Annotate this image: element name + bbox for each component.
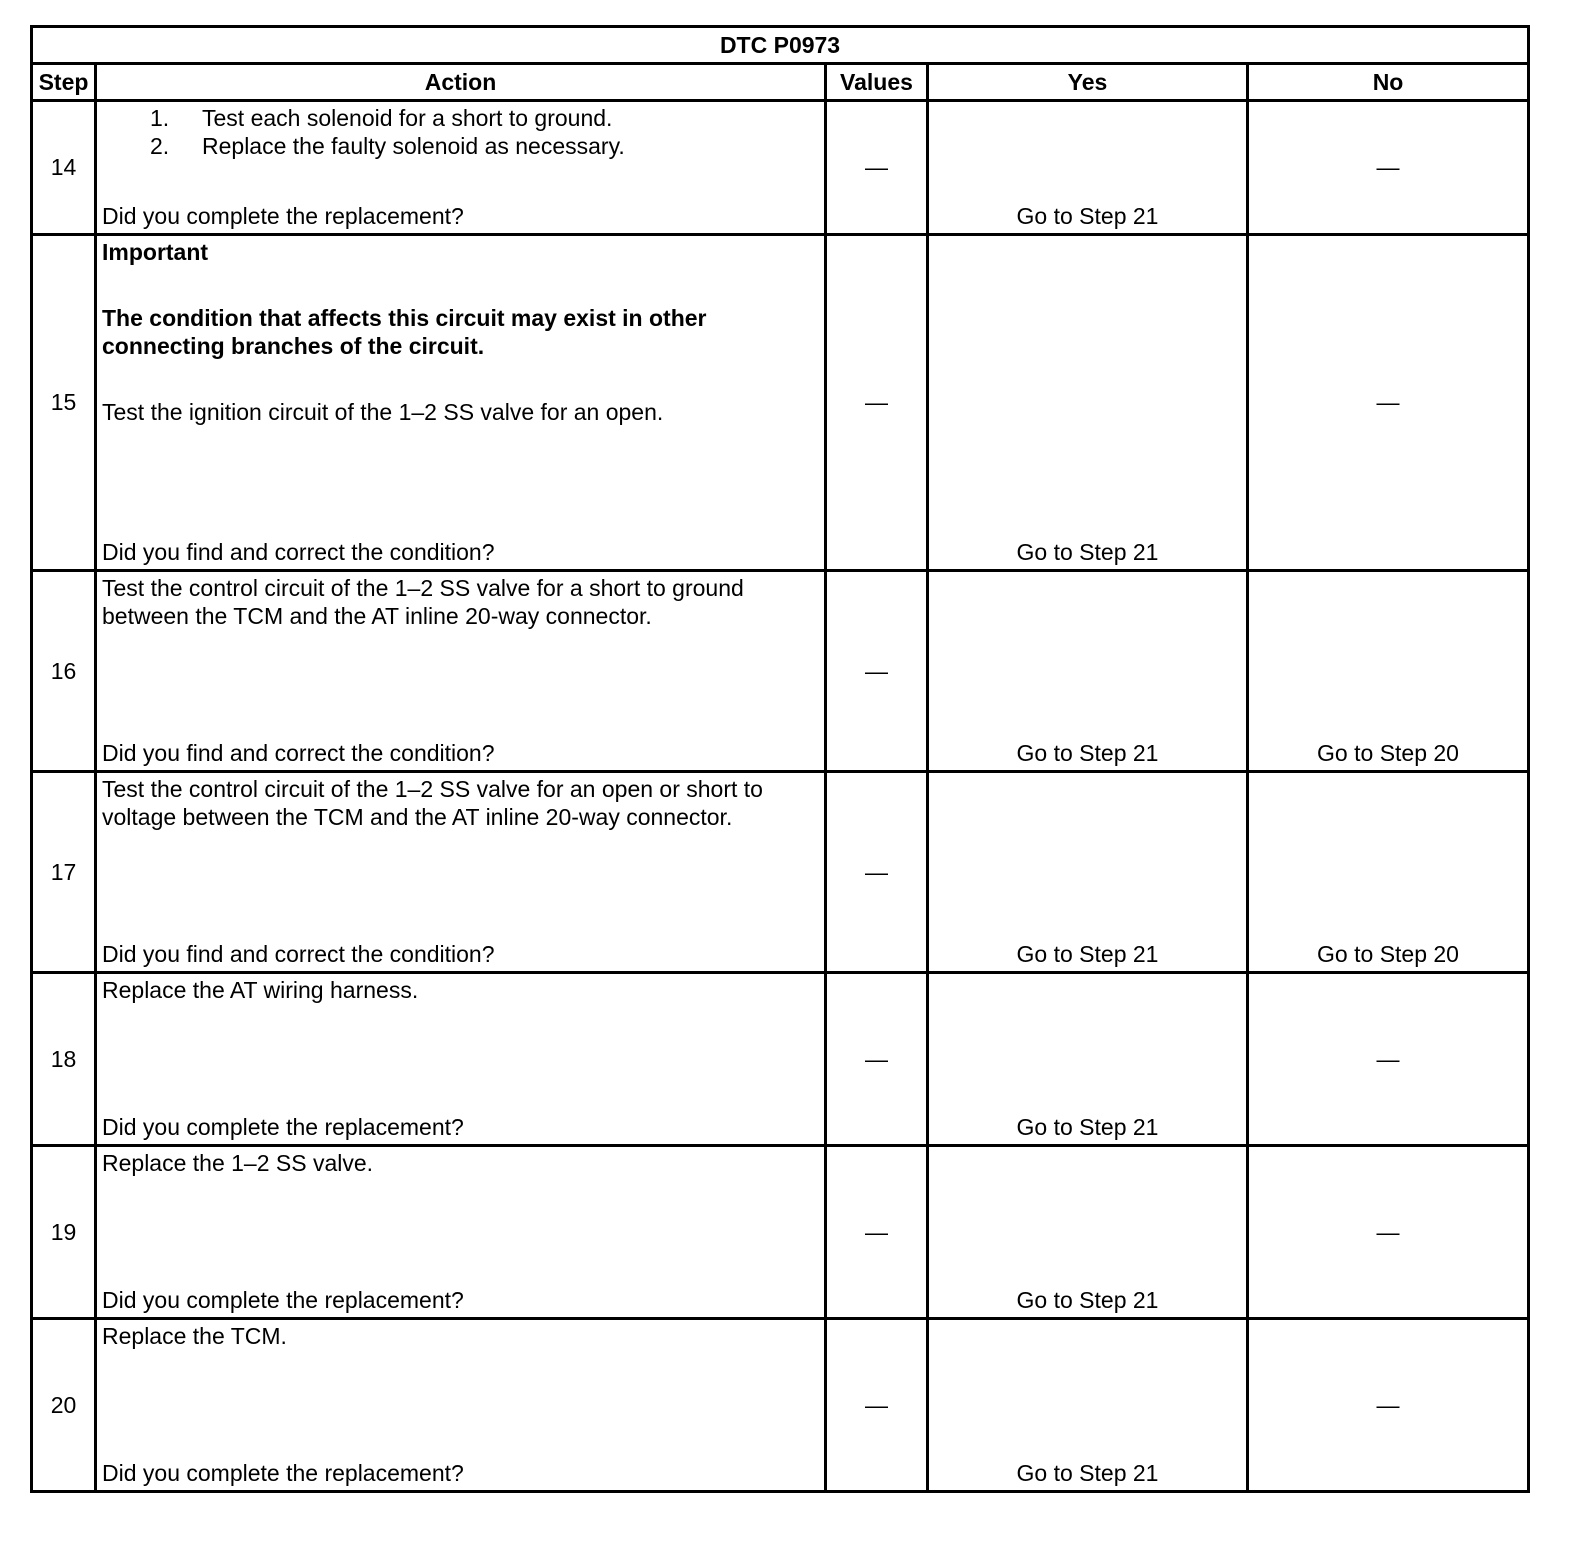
important-note: The condition that affects this circuit may exist in other connecting branches of the circuit. [102, 305, 707, 359]
yes-cell [928, 101, 1248, 235]
no-cell [1248, 772, 1529, 973]
action-list [102, 104, 820, 160]
action-text: Test the ignition circuit of the 1–2 SS valve for an open. [102, 399, 664, 425]
yes-goto: Go to Step 21 [1016, 1460, 1159, 1486]
action-cell [96, 1146, 826, 1319]
no-cell [1248, 1319, 1529, 1492]
table-row [32, 973, 1529, 1146]
action-text: Replace the TCM. [102, 1323, 287, 1349]
action-cell [96, 235, 826, 571]
header-no: No [1248, 64, 1529, 101]
values-dash: — [865, 657, 888, 684]
action-question: Did you find and correct the condition? [102, 740, 495, 766]
header-action: Action [96, 64, 826, 101]
yes-cell [928, 1146, 1248, 1319]
table-row [32, 1146, 1529, 1319]
list-item-text: Replace the faulty solenoid as necessary. [202, 133, 625, 159]
list-item [102, 104, 820, 132]
action-text: Replace the 1–2 SS valve. [102, 1150, 374, 1176]
no-goto: Go to Step 20 [1317, 740, 1459, 766]
header-row [32, 64, 1529, 101]
action-question: Did you complete the replacement? [102, 1114, 464, 1140]
values-dash: — [865, 858, 888, 885]
table-row [32, 571, 1529, 772]
no-cell [1248, 973, 1529, 1146]
yes-goto: Go to Step 21 [1016, 941, 1159, 967]
action-cell [96, 101, 826, 235]
yes-cell [928, 973, 1248, 1146]
table-row [32, 1319, 1529, 1492]
header-yes: Yes [928, 64, 1248, 101]
step-number: 19 [32, 1146, 96, 1319]
action-question: Did you find and correct the condition? [102, 539, 495, 565]
values-cell [826, 1319, 928, 1492]
values-cell [826, 772, 928, 973]
yes-goto: Go to Step 21 [1016, 1114, 1159, 1140]
yes-cell [928, 235, 1248, 571]
list-item-number: 2. [150, 133, 170, 159]
list-item-text: Test each solenoid for a short to ground. [202, 105, 613, 131]
step-number: 16 [32, 571, 96, 772]
table-row [32, 235, 1529, 571]
no-cell [1248, 571, 1529, 772]
action-cell [96, 571, 826, 772]
action-cell [96, 1319, 826, 1492]
values-dash: — [865, 1391, 888, 1418]
no-cell [1248, 1146, 1529, 1319]
no-dash: — [1376, 1218, 1400, 1245]
values-cell [826, 101, 928, 235]
action-text: Replace the AT wiring harness. [102, 977, 419, 1003]
values-cell [826, 1146, 928, 1319]
action-cell [96, 772, 826, 973]
action-text: Test the control circuit of the 1–2 SS valve for a short to ground between the TCM and the AT inline 20-way connector. [102, 575, 744, 629]
no-dash: — [1376, 1391, 1400, 1418]
header-step: Step [32, 64, 96, 101]
values-cell [826, 571, 928, 772]
diagnostic-table [30, 25, 1530, 1493]
yes-cell [928, 1319, 1248, 1492]
table-row [32, 772, 1529, 973]
values-dash: — [865, 1218, 888, 1245]
list-item [102, 132, 820, 160]
action-question: Did you find and correct the condition? [102, 941, 495, 967]
step-number: 17 [32, 772, 96, 973]
action-question: Did you complete the replacement? [102, 1287, 464, 1313]
yes-goto: Go to Step 21 [1016, 539, 1159, 565]
action-question: Did you complete the replacement? [102, 203, 464, 229]
yes-cell [928, 772, 1248, 973]
step-number: 20 [32, 1319, 96, 1492]
yes-goto: Go to Step 21 [1016, 740, 1159, 766]
values-dash: — [865, 389, 888, 415]
action-content [102, 238, 820, 426]
yes-cell [928, 571, 1248, 772]
no-dash: — [1376, 389, 1400, 415]
yes-goto: Go to Step 21 [1016, 203, 1159, 229]
important-label: Important [102, 239, 209, 265]
values-cell [826, 235, 928, 571]
no-dash: — [1376, 154, 1400, 180]
action-cell [96, 973, 826, 1146]
yes-goto: Go to Step 21 [1016, 1287, 1159, 1313]
values-dash: — [865, 1045, 888, 1072]
table-title: DTC P0973 [32, 27, 1529, 64]
header-values: Values [826, 64, 928, 101]
action-text: Test the control circuit of the 1–2 SS valve for an open or short to voltage between the TCM and the AT inline 20-way connector. [102, 776, 763, 830]
list-item-number: 1. [150, 105, 170, 131]
no-cell [1248, 101, 1529, 235]
step-number: 18 [32, 973, 96, 1146]
step-number: 15 [32, 235, 96, 571]
values-dash: — [865, 154, 888, 180]
step-number: 14 [32, 101, 96, 235]
action-question: Did you complete the replacement? [102, 1460, 464, 1486]
no-cell [1248, 235, 1529, 571]
values-cell [826, 973, 928, 1146]
table-row [32, 101, 1529, 235]
no-dash: — [1376, 1045, 1400, 1072]
no-goto: Go to Step 20 [1317, 941, 1459, 967]
